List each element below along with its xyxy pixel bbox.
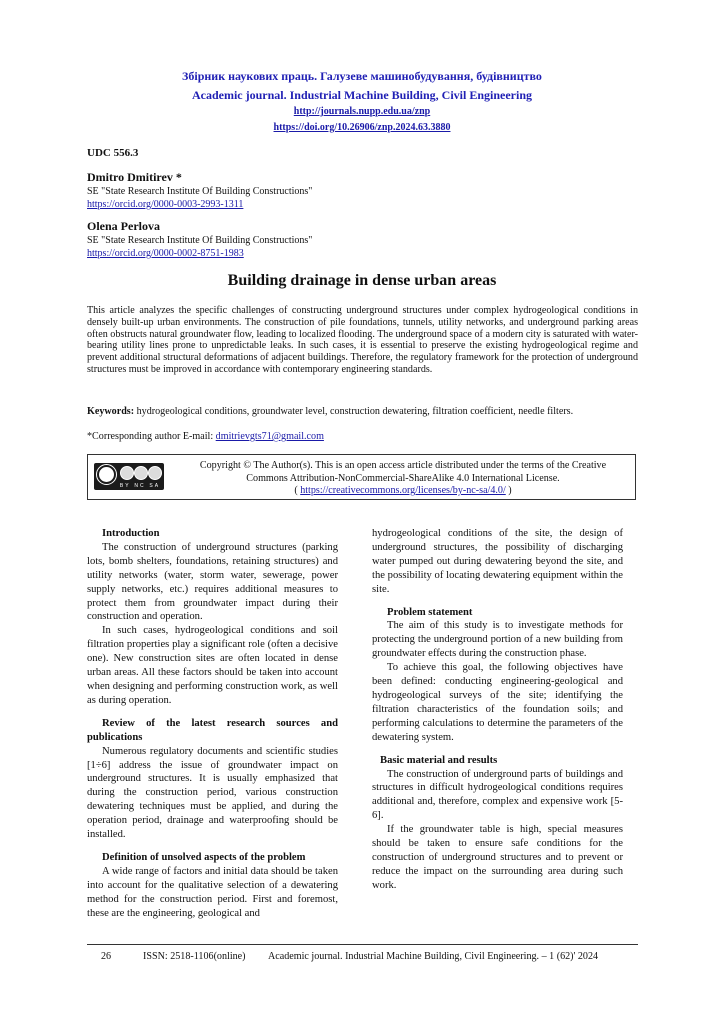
nc-icon xyxy=(134,466,148,480)
cc-icon xyxy=(97,465,116,484)
right-column xyxy=(372,527,623,893)
copyright-line-1: Copyright © The Author(s). This is an open access article distributed under the terms of the Creative xyxy=(199,460,607,471)
footer-issn: ISSN: 2518-1106(online) xyxy=(143,951,246,962)
cc-logo-labels: BY NC SA xyxy=(119,483,161,489)
left-column xyxy=(87,527,338,920)
corresponding-label: *Corresponding author E-mail: xyxy=(87,431,216,442)
corresponding-email[interactable]: dmitrievgts71@gmail.com xyxy=(215,431,324,442)
copyright-box xyxy=(87,454,636,500)
review-paragraph-1: Numerous regulatory documents and scientific studies [1÷6] address the issue of groundwater impact on underground structures. It is usually emphasized that during the construction period, various construction dewatering techniques must be applied, and during the operation period, drainage and waterproofing should be installed. xyxy=(87,745,338,841)
review-heading: Review of the latest research sources and publications xyxy=(87,717,338,743)
intro-paragraph-1: The construction of underground structures (parking lots, bomb shelters, foundations, retaining structures) and utility networks (water, storm water, sewerage, power supply networks, etc.) requires additional measures to protect them from groundwater impact during their construction and operation. xyxy=(87,541,338,623)
problem-paragraph-2: To achieve this goal, the following objectives have been defined: conducting engineering-geological and hydrogeological surveys of the site; identifying the filtration characteristics of the foundation soils; and performing calculations to determine the parameters of the dewatering system. xyxy=(372,662,623,743)
doi-url[interactable]: https://doi.org/10.26906/znp.2024.63.3880 xyxy=(273,122,451,133)
author-name-2: Olena Perlova xyxy=(87,219,160,233)
udc-code: UDC 556.3 xyxy=(87,147,139,159)
unsolved-heading: Definition of unsolved aspects of the problem xyxy=(102,851,306,863)
basic-paragraph-1: The construction of underground parts of buildings and structures in difficult hydrogeological conditions requires additional and, therefore, complex and expensive work [5-6]. xyxy=(372,768,623,822)
journal-title-ukr: Збірник наукових праць. Галузеве машинобудування, будівництво xyxy=(182,69,542,83)
footer-divider xyxy=(87,944,638,945)
author-name-1: Dmitro Dmitirev * xyxy=(87,170,182,184)
author-affiliation-2: SE "State Research Institute Of Building Constructions" xyxy=(87,235,313,246)
journal-title-eng: Academic journal. Industrial Machine Building, Civil Engineering xyxy=(191,88,533,102)
keywords-text: hydrogeological conditions, groundwater level, construction dewatering, filtration coefficient, needle filters. xyxy=(134,406,574,417)
corresponding-author xyxy=(87,431,324,442)
page-number: 26 xyxy=(101,951,112,962)
problem-paragraph-1: The aim of this study is to investigate methods for protecting the underground portion of a new building from groundwater effects during the construction phase. xyxy=(372,620,623,660)
sa-icon xyxy=(148,466,162,480)
basic-paragraph-2: If the groundwater table is high, special measures should be taken to ensure safe conditions for the construction of underground structures and to prevent or reduce the impact on the surrounding area during such work. xyxy=(372,824,623,891)
unsolved-paragraph-1: A wide range of factors and initial data should be taken into account for the qualitative selection of a dewatering method for the construction period. First and foremost, these are the engineering, geological and xyxy=(87,865,338,919)
keywords xyxy=(87,406,638,417)
intro-heading: Introduction xyxy=(102,528,160,539)
abstract: This article analyzes the specific challenges of constructing underground structures under complex hydrogeological conditions in densely built-up urban environments. The construction of pile foundations, tunnels, utility networks, and underground parking areas often obstructs natural groundwater flow, leading to localized flooding. The underground space of a modern city is saturated with water-bearing utility lines prone to unpredictable leaks. In such cases, it is essential to preserve the existing hydrogeological regime and prevent additional structural deformations of adjacent buildings. Therefore, the regulatory framework for the protection of underground structures must be improved in accordance with contemporary engineering standards. xyxy=(87,305,638,375)
author-affiliation-1: SE "State Research Institute Of Building Constructions" xyxy=(87,186,313,197)
journal-url[interactable]: http://journals.nupp.edu.ua/znp xyxy=(293,106,431,117)
footer-journal: Academic journal. Industrial Machine Building, Civil Engineering. – 1 (62)' 2024 xyxy=(268,951,599,962)
basic-heading: Basic material and results xyxy=(380,754,498,766)
doi-link[interactable] xyxy=(0,122,724,133)
author-orcid-2[interactable]: https://orcid.org/0000-0002-8751-1983 xyxy=(87,248,244,259)
copyright-line-3: ( https://creativecommons.org/licenses/by-nc-sa/4.0/ ) xyxy=(294,485,512,496)
article-title: Building drainage in dense urban areas xyxy=(227,272,497,289)
problem-heading: Problem statement xyxy=(387,606,473,618)
journal-url-link[interactable] xyxy=(0,106,724,117)
copyright-text xyxy=(178,460,628,498)
license-link[interactable]: https://creativecommons.org/licenses/by-nc-sa/4.0/ xyxy=(300,485,506,496)
right-paragraph-0: hydrogeological conditions of the site, the design of underground structures, the possibility of discharging water pumped out during dewatering beyond the site, and the possibility of locating dewatering equipment within the site. xyxy=(372,528,623,595)
cc-license-logo[interactable] xyxy=(94,463,164,490)
intro-paragraph-2: In such cases, hydrogeological conditions and soil filtration properties play a significant role (often a decisive one). New construction sites are often located in dense urban areas. All these factors should be taken into account when designing and performing construction work, as well as during operation. xyxy=(87,625,338,706)
by-icon xyxy=(120,466,134,480)
author-orcid-1[interactable]: https://orcid.org/0000-0003-2993-1311 xyxy=(87,199,244,210)
keywords-label: Keywords: xyxy=(87,406,135,417)
copyright-line-2: Commons Attribution-NonCommercial-ShareAlike 4.0 International License. xyxy=(246,472,560,484)
